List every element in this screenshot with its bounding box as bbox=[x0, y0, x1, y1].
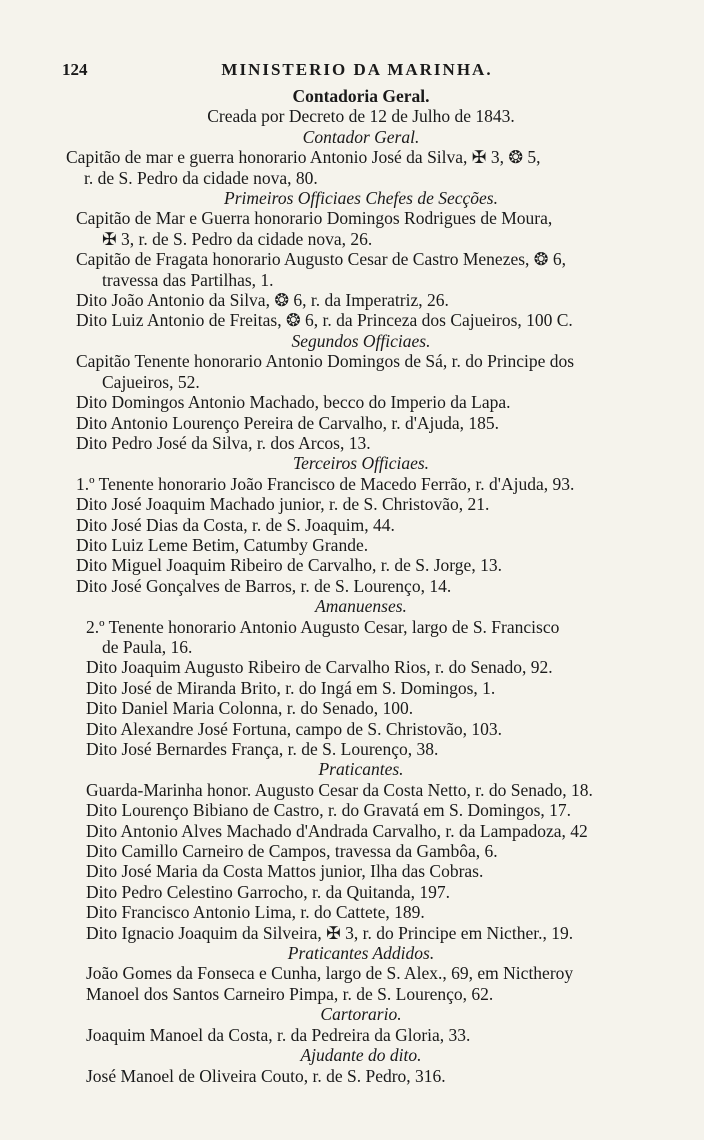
section-heading: Contadoria Geral. bbox=[292, 86, 430, 106]
text-line: Dito Alexandre José Fortuna, campo de S. Christovão, 103. bbox=[86, 718, 503, 739]
text-line: Dito Ignacio Joaquim da Silveira, ✠ 3, r. do Principe em Nicther., 19. bbox=[86, 922, 574, 943]
text-line: Dito José Bernardes França, r. de S. Lourenço, 38. bbox=[86, 739, 439, 759]
text-line: Capitão de Fragata honorario Augusto Cesar de Castro Menezes, ❂ 6, bbox=[76, 249, 566, 270]
text-line: travessa das Partilhas, 1. bbox=[102, 269, 274, 290]
text-line: Capitão de Mar e Guerra honorario Domingos Rodrigues de Moura, bbox=[76, 208, 553, 229]
section-heading: Amanuenses. bbox=[315, 596, 407, 617]
text-line: Cajueiros, 52. bbox=[102, 371, 200, 392]
section-heading: Praticantes Addidos. bbox=[287, 943, 435, 964]
text-line: Guarda-Marinha honor. Augusto Cesar da Costa Netto, r. do Senado, 18. bbox=[86, 779, 593, 800]
text-line: de Paula, 16. bbox=[102, 636, 193, 657]
text-line: Capitão Tenente honorario Antonio Domingos de Sá, r. do Principe dos bbox=[76, 351, 575, 372]
section-heading: Cartorario. bbox=[320, 1004, 402, 1025]
text-line: Dito Miguel Joaquim Ribeiro de Carvalho, r. de S. Jorge, 13. bbox=[76, 555, 502, 576]
text-line: Dito Antonio Lourenço Pereira de Carvalho, r. d'Ajuda, 185. bbox=[76, 412, 500, 433]
text-line: Dito Daniel Maria Colonna, r. do Senado, 100. bbox=[86, 698, 414, 719]
page-number: 124 bbox=[62, 60, 88, 79]
section-heading: Primeiros Officiaes Chefes de Secções. bbox=[224, 188, 498, 209]
text-line: 1.º Tenente honorario João Francisco de Macedo Ferrão, r. d'Ajuda, 93. bbox=[76, 473, 575, 494]
text-line: Dito Camillo Carneiro de Campos, travessa da Gambôa, 6. bbox=[86, 841, 498, 862]
page-header bbox=[62, 60, 652, 82]
text-line: Manoel dos Santos Carneiro Pimpa, r. de S. Lourenço, 62. bbox=[86, 983, 494, 1004]
text-line: Dito Luiz Antonio de Freitas, ❂ 6, r. da Princeza dos Cajueiros, 100 C. bbox=[76, 310, 573, 331]
text-line: Dito Lourenço Bibiano de Castro, r. do Gravatá em S. Domingos, 17. bbox=[86, 800, 572, 821]
text-line: Dito José de Miranda Brito, r. do Ingá em S. Domingos, 1. bbox=[86, 677, 496, 698]
document-body bbox=[66, 86, 656, 1086]
text-line: Dito Pedro José da Silva, r. dos Arcos, 13. bbox=[76, 432, 371, 453]
section-heading: Creada por Decreto de 12 de Julho de 1843. bbox=[207, 106, 515, 127]
text-line: Capitão de mar e guerra honorario Antonio José da Silva, ✠ 3, ❂ 5, bbox=[66, 147, 541, 168]
text-line: Dito José Joaquim Machado junior, r. de S. Christovão, 21. bbox=[76, 494, 490, 515]
text-line: Dito Joaquim Augusto Ribeiro de Carvalho Rios, r. do Senado, 92. bbox=[86, 657, 553, 678]
section-heading: Ajudante do dito. bbox=[300, 1045, 422, 1066]
text-line: Joaquim Manoel da Costa, r. da Pedreira da Gloria, 33. bbox=[86, 1024, 471, 1045]
text-line: Dito Francisco Antonio Lima, r. do Cattete, 189. bbox=[86, 902, 425, 923]
text-line: Dito Domingos Antonio Machado, becco do Imperio da Lapa. bbox=[76, 392, 511, 413]
text-line: ✠ 3, r. de S. Pedro da cidade nova, 26. bbox=[102, 228, 373, 249]
running-title: MINISTERIO DA MARINHA. bbox=[221, 60, 493, 79]
text-line: r. de S. Pedro da cidade nova, 80. bbox=[84, 167, 318, 188]
text-line: Dito Pedro Celestino Garrocho, r. da Quitanda, 197. bbox=[86, 881, 451, 902]
section-heading: Terceiros Officiaes. bbox=[292, 453, 430, 474]
section-heading: Praticantes. bbox=[318, 759, 404, 780]
text-line: José Manoel de Oliveira Couto, r. de S. Pedro, 316. bbox=[86, 1065, 446, 1086]
text-line: Dito Luiz Leme Betim, Catumby Grande. bbox=[76, 534, 369, 555]
text-line: Dito Antonio Alves Machado d'Andrada Carvalho, r. da Lampadoza, 42 bbox=[86, 820, 588, 841]
section-heading: Contador Geral. bbox=[302, 126, 420, 147]
text-line: 2.º Tenente honorario Antonio Augusto Cesar, largo de S. Francisco bbox=[86, 616, 560, 637]
text-line: João Gomes da Fonseca e Cunha, largo de S. Alex., 69, em Nictheroy bbox=[86, 963, 574, 984]
text-line: Dito José Gonçalves de Barros, r. de S. Lourenço, 14. bbox=[76, 575, 452, 596]
text-line: Dito João Antonio da Silva, ❂ 6, r. da Imperatriz, 26. bbox=[76, 290, 449, 311]
text-line: Dito José Dias da Costa, r. de S. Joaquim, 44. bbox=[76, 514, 395, 535]
section-heading: Segundos Officiaes. bbox=[291, 330, 431, 351]
text-line: Dito José Maria da Costa Mattos junior, Ilha das Cobras. bbox=[86, 861, 484, 882]
